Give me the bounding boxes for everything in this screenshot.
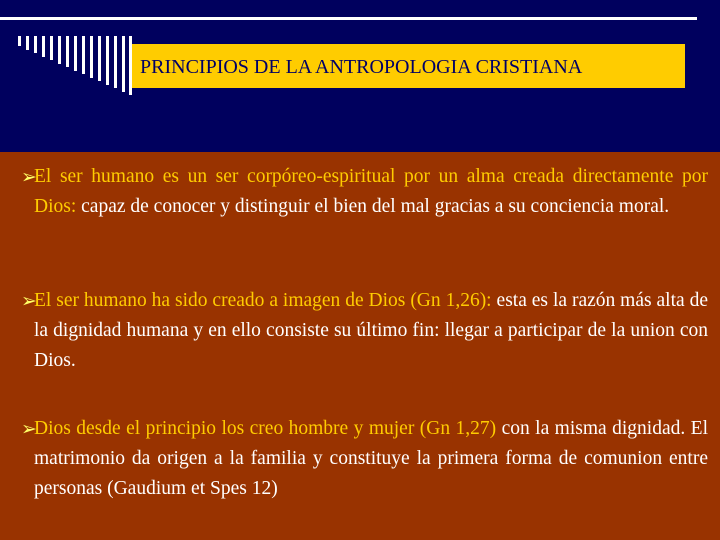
arrow-bullet-icon: ➢ [21,290,37,312]
header-top-rule [0,17,694,20]
decorative-stripe [114,36,117,88]
arrow-bullet-icon: ➢ [21,166,37,188]
decorative-stripe [34,36,37,53]
bullet-highlight-1: El ser humano es un ser corpóreo-espiritual por un alma creada directamente por Dios: [34,166,708,217]
decorative-stripe [50,36,53,60]
bullet-highlight-3: Dios desde el principio los creo hombre y mujer (Gn 1,27) [34,418,497,439]
decorative-stripe [42,36,45,57]
decorative-stripe [26,36,29,50]
decorative-stripe [98,36,101,81]
decorative-stripe [74,36,77,71]
decorative-stripe [106,36,109,85]
slide-title: PRINCIPIOS DE LA ANTROPOLOGIA CRISTIANA [140,56,583,78]
bullet-rest-1: capaz de conocer y distinguir el bien del mal gracias a su conciencia moral. [76,196,670,217]
arrow-bullet-icon: ➢ [21,418,37,440]
decorative-stripe [82,36,85,74]
bullet-text-3 [34,414,708,504]
bullet-text-1 [34,162,708,222]
bullet-rest-3: con la misma dignidad. El matrimonio da origen a la familia y constituye la primera forma de comunion entre personas (Gaudium et Spes 12) [34,418,708,499]
decorative-stripe [90,36,93,78]
bullet-highlight-2: El ser humano ha sido creado a imagen de Dios (Gn 1,26): [34,290,492,311]
decorative-stripe [66,36,69,67]
header-top-rule-end [694,17,697,20]
decorative-stripe [18,36,21,46]
bullet-text-2 [34,286,708,376]
slide-header [0,0,720,152]
bullet-rest-2: esta es la razón más alta de la dignidad humana y en ello consiste su último fin: llegar a participar de la union con Dios. [34,290,708,371]
decorative-stripe [122,36,125,92]
decorative-stripe [58,36,61,64]
